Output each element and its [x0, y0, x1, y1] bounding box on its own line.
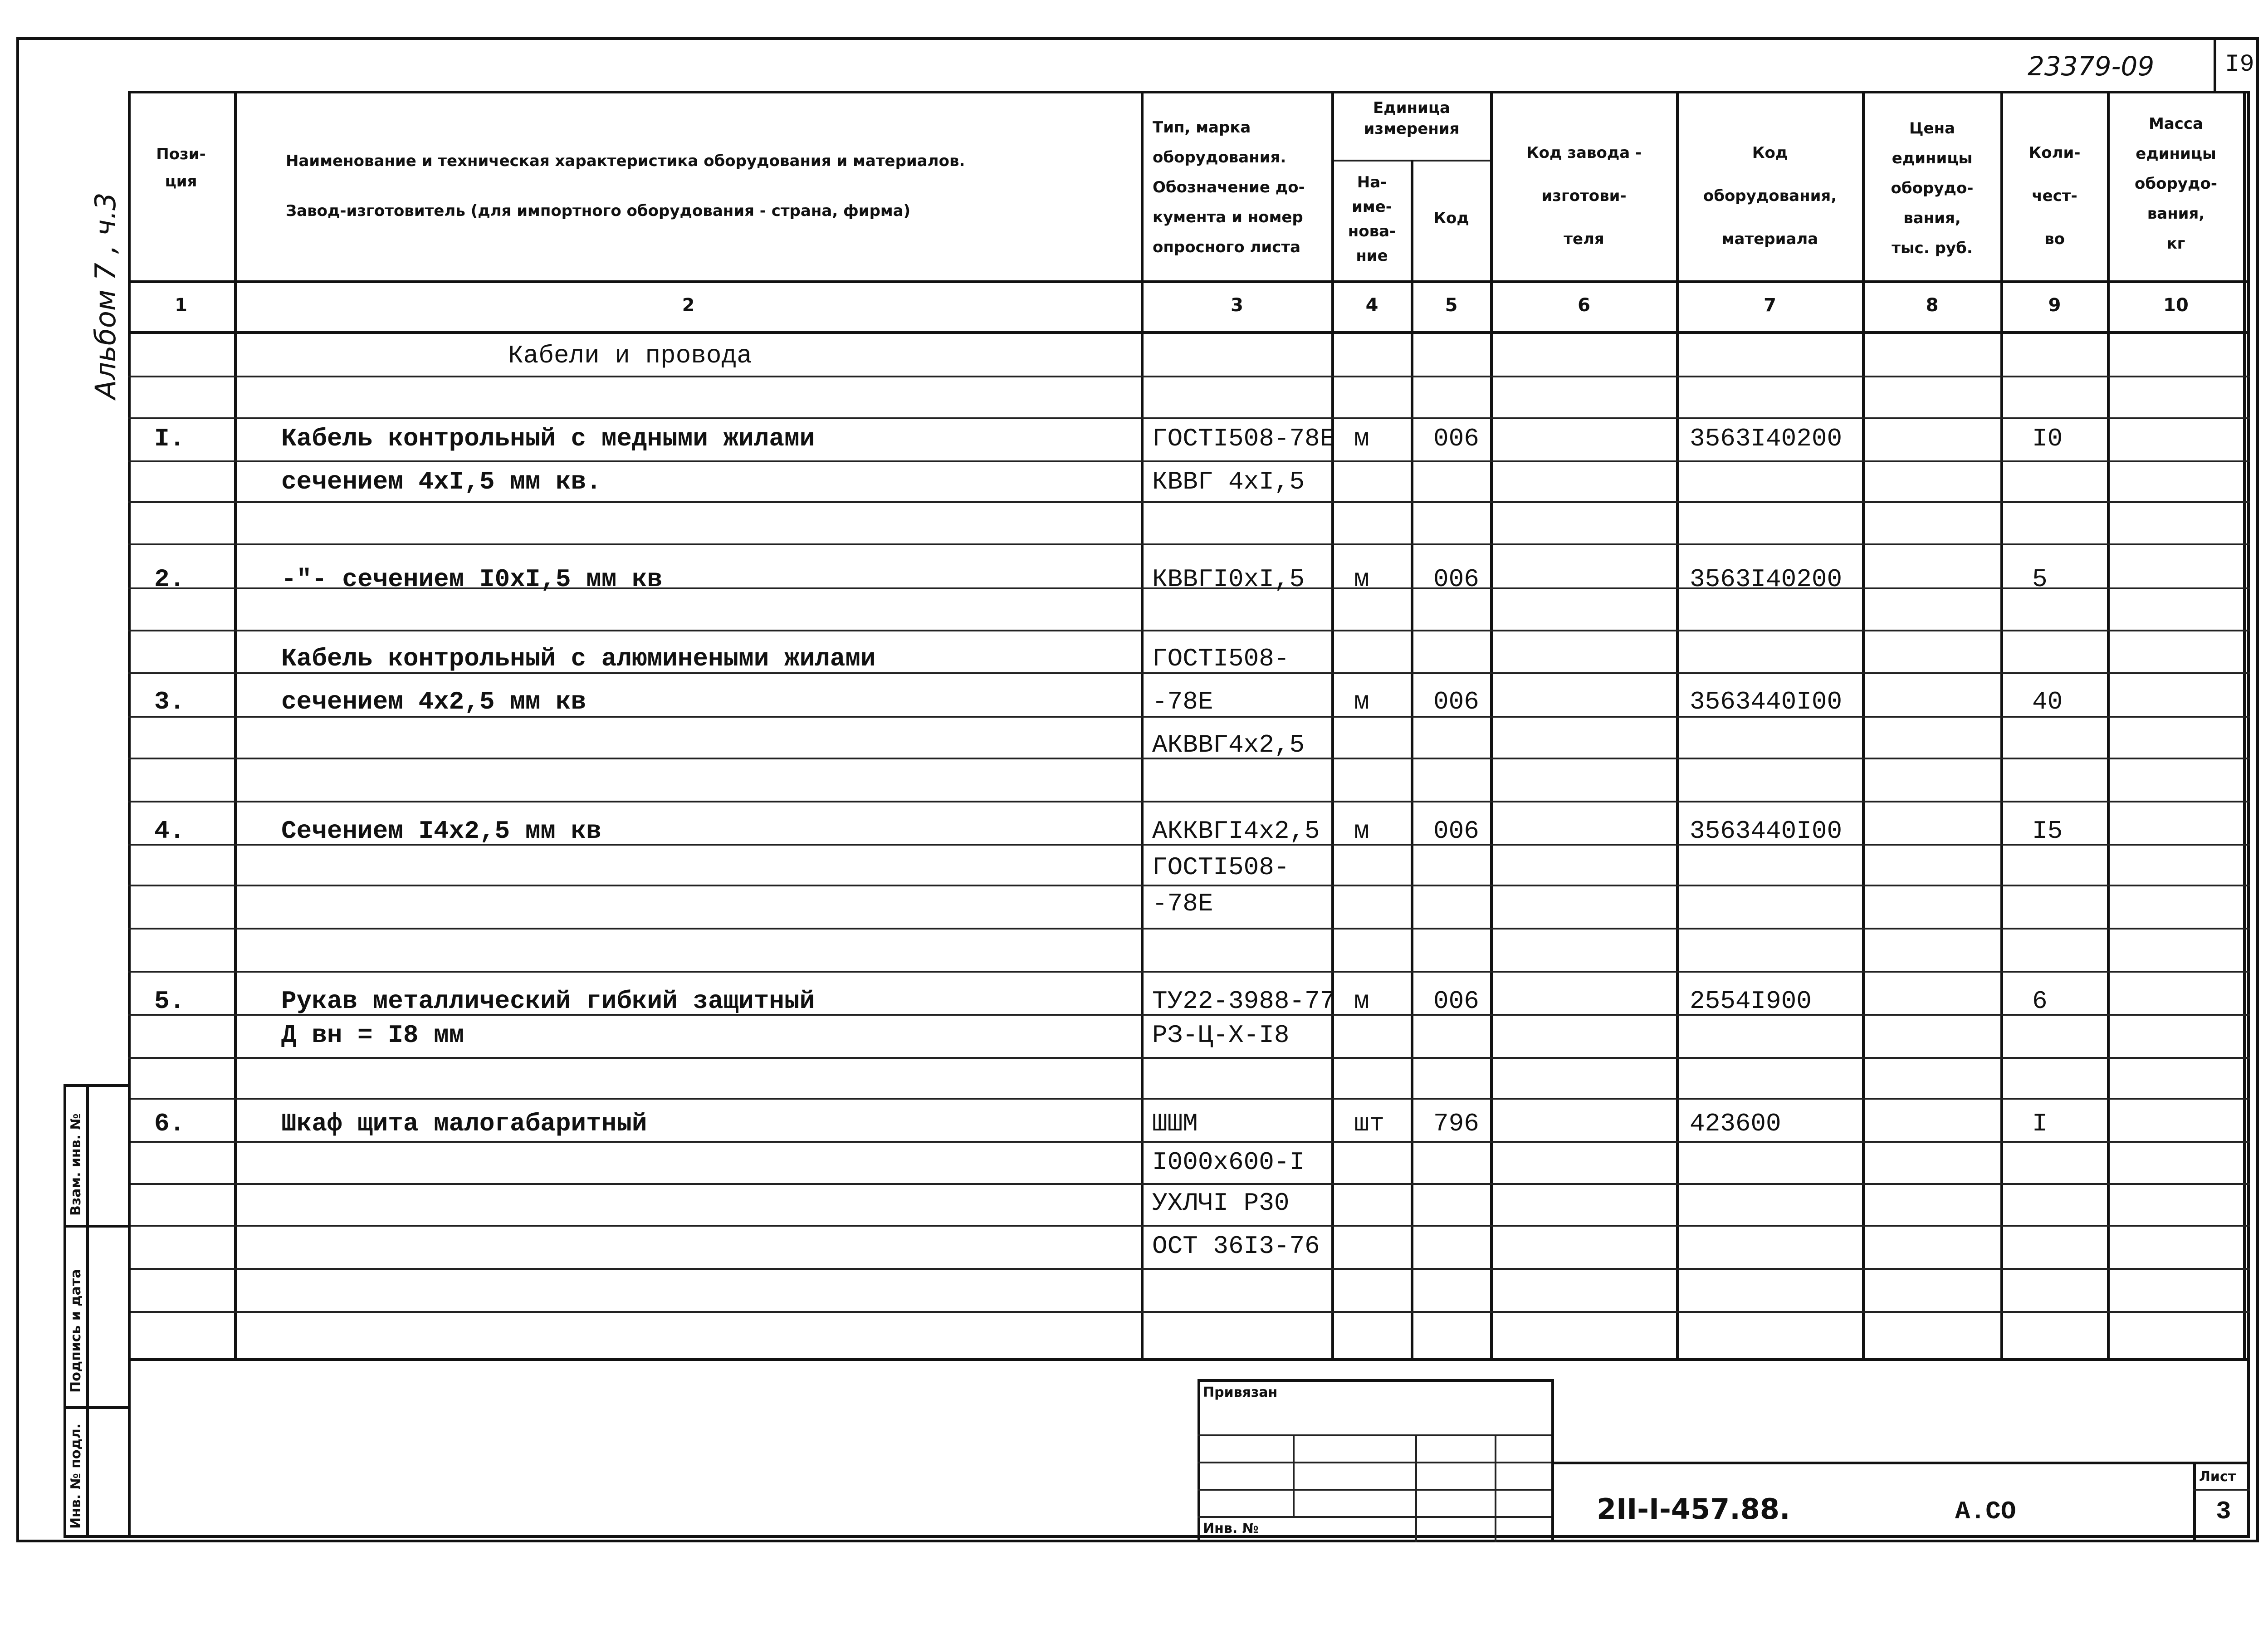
header-col9 [2002, 132, 2107, 261]
header-col8-line: тыс. руб. [1892, 239, 1973, 257]
header-col7-line: материала [1721, 230, 1818, 248]
cell-pos: 3. [154, 687, 185, 716]
header-col6 [1492, 132, 1676, 261]
cell-pos: 5. [154, 987, 185, 1016]
cell-code: 3563440I00 [1690, 687, 1843, 716]
header-unit-line: Единица [1373, 99, 1450, 117]
sheet-box-line [2193, 1462, 2196, 1542]
row-line [128, 376, 2250, 377]
cell-code: 3563I40200 [1690, 565, 1843, 594]
header-col5 [1413, 203, 1490, 233]
header-col9-line: чест- [2032, 187, 2077, 205]
code-block-top [1551, 1462, 2250, 1464]
header-unit-group [1333, 98, 1490, 139]
column-number: 10 [2163, 295, 2189, 316]
cell-unit: шт [1354, 1109, 1385, 1138]
header-col3-line: оборудования. [1153, 148, 1286, 166]
row-line [128, 417, 2250, 419]
header-col3-line: кумента и номер [1153, 208, 1303, 226]
header-col2-line: Наименование и техническая характеристика оборудования и материалов. [286, 152, 965, 170]
header-col7-line: оборудования, [1703, 187, 1837, 205]
header-col7-line: Код [1752, 144, 1788, 162]
side-inv-vzam: Взам. инв. № [68, 1113, 84, 1216]
header-col10 [2109, 109, 2243, 259]
cell-code: 3563I40200 [1690, 424, 1843, 453]
header-col2-line: Завод-изготовитель (для импортного оборудования - страна, фирма) [286, 202, 911, 220]
cell-type: ГОСТI508- [1152, 644, 1290, 673]
cell-code: 3563440I00 [1690, 817, 1843, 846]
header-col6-line: Код завода - [1526, 144, 1642, 162]
cell-ucode: 006 [1433, 565, 1479, 594]
cell-unit: м [1354, 987, 1369, 1016]
stamp-line [1198, 1462, 1551, 1463]
row-line [128, 1141, 2250, 1143]
number-row-line [128, 331, 2250, 334]
header-col4-line: ние [1356, 247, 1388, 265]
row-line [128, 1225, 2250, 1227]
col-line-7 [1862, 91, 1865, 1361]
header-col8-line: единицы [1892, 149, 1973, 167]
header-unit-line: измерения [1364, 120, 1460, 138]
cell-type: ШШМ [1152, 1109, 1198, 1138]
table-bottom-line [128, 1358, 2250, 1361]
page-box-divider [2214, 37, 2216, 91]
header-col8-line: вания, [1903, 209, 1961, 227]
row-line [128, 971, 2250, 973]
header-col4 [1333, 170, 1411, 268]
page-number: I9 [2225, 51, 2254, 78]
stamp-line [1198, 1434, 1551, 1436]
cell-pos: 4. [154, 817, 185, 846]
section-title: Кабели и провода [508, 341, 752, 370]
cell-name: Кабель контрольный с алюминеными жилами [281, 644, 876, 673]
cell-type: КВВГI0хI,5 [1152, 565, 1305, 594]
column-number: 4 [1365, 295, 1378, 316]
col-line-1 [234, 91, 237, 1361]
cell-code: 2554I900 [1690, 987, 1812, 1016]
album-label: Альбом 7 , ч.3 [89, 192, 122, 399]
row-line [128, 1268, 2250, 1270]
cell-type: РЗ-Ц-Х-I8 [1152, 1021, 1290, 1050]
header-col1-line: ция [165, 172, 197, 191]
side-stamp-divider [64, 1225, 131, 1228]
cell-unit: м [1354, 817, 1369, 846]
stamp-line [1198, 1489, 1551, 1491]
col-line-8 [2000, 91, 2003, 1361]
header-col6-line: изготови- [1541, 187, 1627, 205]
cell-pos: I. [154, 424, 185, 453]
header-col1 [128, 141, 234, 195]
cell-unit: м [1354, 687, 1369, 716]
row-line [128, 460, 2250, 462]
cell-qty: 5 [2032, 565, 2048, 594]
column-number: 2 [682, 295, 695, 316]
side-stamp-divider [86, 1084, 89, 1538]
stamp-line [1293, 1434, 1295, 1516]
stamp-line [1551, 1379, 1554, 1542]
col-line-2 [1141, 91, 1144, 1361]
header-col4-line: На- [1357, 173, 1387, 191]
stamp-line [1495, 1434, 1496, 1542]
cell-qty: 6 [2032, 987, 2048, 1016]
row-line [128, 1311, 2250, 1313]
cell-name: Рукав металлический гибкий защитный [281, 987, 815, 1016]
column-number: 6 [1578, 295, 1590, 316]
document-mark: А.СО [1955, 1497, 2016, 1526]
row-line [128, 501, 2250, 503]
header-line [128, 280, 2250, 283]
linked-label: Привязан [1203, 1384, 1278, 1400]
header-col3-line: Тип, марка [1153, 118, 1251, 137]
header-col2 [236, 136, 1191, 236]
row-line [128, 928, 2250, 930]
cell-pos: 6. [154, 1109, 185, 1138]
col-line-10 [2243, 91, 2246, 1361]
document-number: 23379-09 [2028, 51, 2155, 82]
cell-name: Шкаф щита малогабаритный [281, 1109, 647, 1138]
column-number: 9 [2048, 295, 2061, 316]
cell-type: ОСТ 36I3-76 [1152, 1232, 1320, 1261]
cell-type: АКВВГ4х2,5 [1152, 730, 1305, 759]
cell-qty: 40 [2032, 687, 2063, 716]
cell-type: -78Е [1152, 889, 1213, 918]
column-number: 8 [1926, 295, 1939, 316]
cell-name: сечением 4х2,5 мм кв [281, 687, 587, 716]
col-line-5 [1490, 91, 1493, 1361]
header-col3 [1143, 113, 1341, 262]
cell-name: Д вн = I8 мм [281, 1021, 464, 1050]
header-col8-line: оборудо- [1891, 179, 1974, 197]
row-line [128, 543, 2250, 545]
cell-ucode: 006 [1433, 687, 1479, 716]
row-line [128, 1057, 2250, 1059]
stamp-line [1198, 1379, 1551, 1382]
row-line [128, 1098, 2250, 1100]
header-col4-line: име- [1352, 198, 1392, 216]
cell-ucode: 006 [1433, 817, 1479, 846]
header-col7 [1678, 132, 1862, 261]
cell-code: 423600 [1690, 1109, 1781, 1138]
column-number: 7 [1764, 295, 1776, 316]
cell-unit: м [1354, 424, 1369, 453]
side-podpis: Подпись и дата [68, 1269, 84, 1393]
cell-type: ГОСТI508-78Е [1152, 424, 1335, 453]
header-col10-line: Масса [2148, 115, 2204, 133]
header-col10-line: оборудо- [2135, 175, 2217, 193]
cell-name: -"- сечением I0хI,5 мм кв [281, 565, 663, 594]
header-col8 [1864, 113, 2000, 263]
cell-pos: 2. [154, 565, 185, 594]
cell-type: АККВГI4х2,5 [1152, 817, 1320, 846]
row-line [128, 1183, 2250, 1185]
cell-ucode: 006 [1433, 987, 1479, 1016]
cell-qty: I [2032, 1109, 2048, 1138]
cell-name: сечением 4хI,5 мм кв. [281, 467, 601, 496]
column-number: 1 [175, 295, 187, 316]
header-col3-line: опросного листа [1153, 238, 1301, 256]
column-number: 3 [1231, 295, 1243, 316]
cell-type: КВВГ 4хI,5 [1152, 467, 1305, 496]
cell-ucode: 006 [1433, 424, 1479, 453]
header-col10-line: единицы [2136, 145, 2216, 163]
row-line [128, 801, 2250, 802]
cell-type: УХЛЧI Р30 [1152, 1189, 1290, 1218]
side-inv-podl: Инв. № подл. [68, 1423, 84, 1529]
column-number: 5 [1445, 295, 1458, 316]
header-col6-line: теля [1564, 230, 1604, 248]
inv-number-label: Инв. № [1203, 1521, 1259, 1536]
cell-type: I000х600-I [1152, 1148, 1305, 1177]
col-line-9 [2107, 91, 2110, 1361]
cell-name: Сечением I4х2,5 мм кв [281, 817, 601, 846]
col-line-6 [1676, 91, 1679, 1361]
stamp-line [1198, 1379, 1200, 1542]
header-col4-line: нова- [1348, 222, 1396, 240]
header-col1-line: Пози- [156, 145, 206, 163]
cell-name: Кабель контрольный с медными жилами [281, 424, 815, 453]
header-col10-line: вания, [2147, 205, 2205, 223]
stamp-line [1198, 1516, 1551, 1518]
cell-type: ГОСТI508- [1152, 853, 1290, 882]
col-line-3 [1331, 91, 1334, 1361]
cell-type: ТУ22-3988-77 [1152, 987, 1335, 1016]
header-col10-line: кг [2166, 235, 2185, 253]
row-line [128, 885, 2250, 886]
cell-type: -78Е [1152, 687, 1213, 716]
header-col9-line: Коли- [2028, 144, 2081, 162]
col-line-4 [1411, 160, 1413, 1361]
cell-qty: I0 [2032, 424, 2063, 453]
stamp-line [1415, 1434, 1417, 1542]
document-code: 2II-I-457.88. [1597, 1492, 1790, 1526]
header-col3-line: Обозначение до- [1153, 178, 1305, 196]
cell-qty: I5 [2032, 817, 2063, 846]
sheet-label: Лист [2199, 1469, 2236, 1485]
sheet-number: 3 [2216, 1497, 2231, 1526]
header-col8-line: Цена [1909, 119, 1955, 137]
header-col9-line: во [2044, 230, 2065, 248]
cell-unit: м [1354, 565, 1369, 594]
header-col5-line: Код [1433, 209, 1469, 227]
sheet-box-line [2193, 1489, 2250, 1491]
cell-ucode: 796 [1433, 1109, 1479, 1138]
side-stamp-divider [64, 1406, 131, 1409]
row-line [128, 630, 2250, 631]
